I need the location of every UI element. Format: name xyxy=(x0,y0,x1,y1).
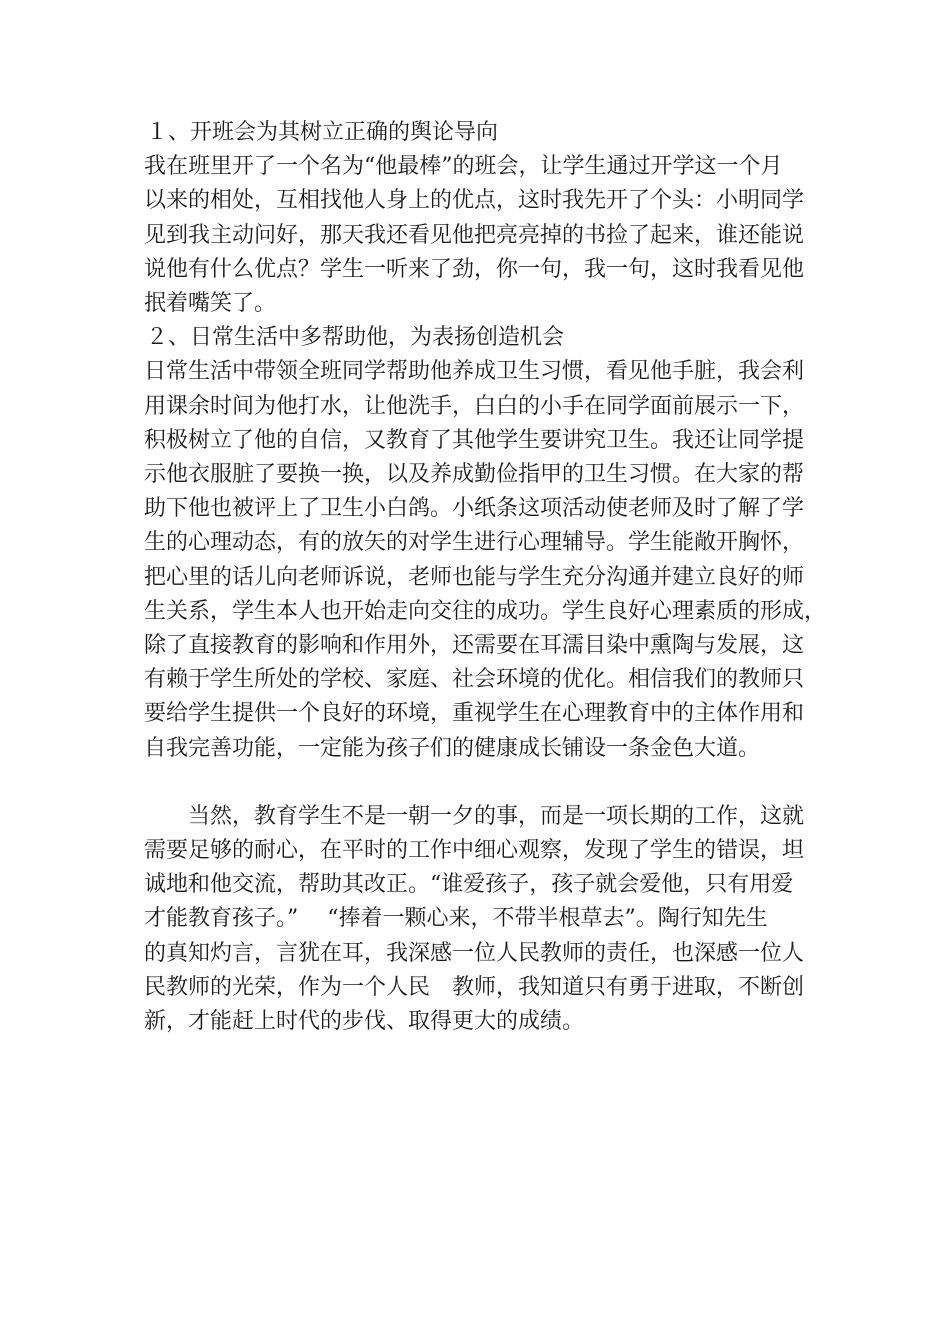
paragraph-line: 见到我主动问好，那天我还看见他把亮亮掉的书捡了起来，谁还能说 xyxy=(144,222,805,248)
paragraph-line: 我在班里开了一个名为“他最棒”的班会，让学生通过开学这一个月 xyxy=(144,154,783,180)
document-page xyxy=(144,116,827,1039)
paragraph-line: 用课余时间为他打水，让他洗手，白白的小手在同学面前展示一下， xyxy=(144,393,805,419)
paragraph-line: 把心里的话儿向老师诉说，老师也能与学生充分沟通并建立良好的师 xyxy=(144,564,805,590)
paragraph-line: 生关系，学生本人也开始走向交往的成功。学生良好心理素质的形成， xyxy=(144,598,827,624)
paragraph-line: 除了直接教育的影响和作用外，还需要在耳濡目染中熏陶与发展，这 xyxy=(144,633,805,659)
paragraph-line: 新，才能赶上时代的步伐、取得更大的成绩。 xyxy=(144,1009,585,1035)
paragraph-line: 抿着嘴笑了。 xyxy=(144,291,277,317)
paragraph-line: 当然，教育学生不是一朝一夕的事，而是一项长期的工作，这就 xyxy=(188,803,805,829)
paragraph-line: 自我完善功能，一定能为孩子们的健康成长铺设一条金色大道。 xyxy=(144,735,761,761)
paragraph-line: 的真知灼言，言犹在耳，我深感一位人民教师的责任，也深感一位人 xyxy=(144,940,805,966)
paragraph-3 xyxy=(144,800,824,1039)
paragraph-line: 说他有什么优点？学生一听来了劲，你一句，我一句，这时我看见他 xyxy=(144,256,805,282)
paragraph-line: 需要足够的耐心，在平时的工作中细心观察，发现了学生的错误，坦 xyxy=(144,838,805,864)
paragraph-2 xyxy=(144,355,827,765)
paragraph-line: 诚地和他交流，帮助其改正。“谁爱孩子，孩子就会爱他，只有用爱 xyxy=(144,872,794,898)
paragraph-line: 积极树立了他的自信，又教育了其他学生要讲究卫生。我还让同学提 xyxy=(144,427,805,453)
paragraph-spacer xyxy=(144,766,824,800)
paragraph-1 xyxy=(144,150,824,321)
paragraph-line: 以来的相处，互相找他人身上的优点，这时我先开了个头：小明同学 xyxy=(144,188,805,214)
section-heading-2: ２、日常生活中多帮助他，为表扬创造机会 xyxy=(146,325,565,351)
paragraph-line: 才能教育孩子。” “捧着一颗心来，不带半根草去”。陶行知先生 xyxy=(144,906,768,932)
paragraph-line: 有赖于学生所处的学校、家庭、社会环境的优化。相信我们的教师只 xyxy=(144,667,805,693)
paragraph-line: 民教师的光荣，作为一个人民 教师，我知道只有勇于进取，不断创 xyxy=(144,974,805,1000)
section-heading-1: １、开班会为其树立正确的舆论导向 xyxy=(146,120,499,145)
paragraph-line: 示他衣服脏了要换一换，以及养成勤俭指甲的卫生习惯。在大家的帮 xyxy=(144,462,805,488)
paragraph-line: 日常生活中带领全班同学帮助他养成卫生习惯，看见他手脏，我会利 xyxy=(144,359,805,385)
paragraph-line: 生的心理动态，有的放矢的对学生进行心理辅导。学生能敞开胸怀， xyxy=(144,530,805,556)
paragraph-line: 助下他也被评上了卫生小白鸽。小纸条这项活动使老师及时了解了学 xyxy=(144,496,805,522)
paragraph-line: 要给学生提供一个良好的环境，重视学生在心理教育中的主体作用和 xyxy=(144,701,805,727)
